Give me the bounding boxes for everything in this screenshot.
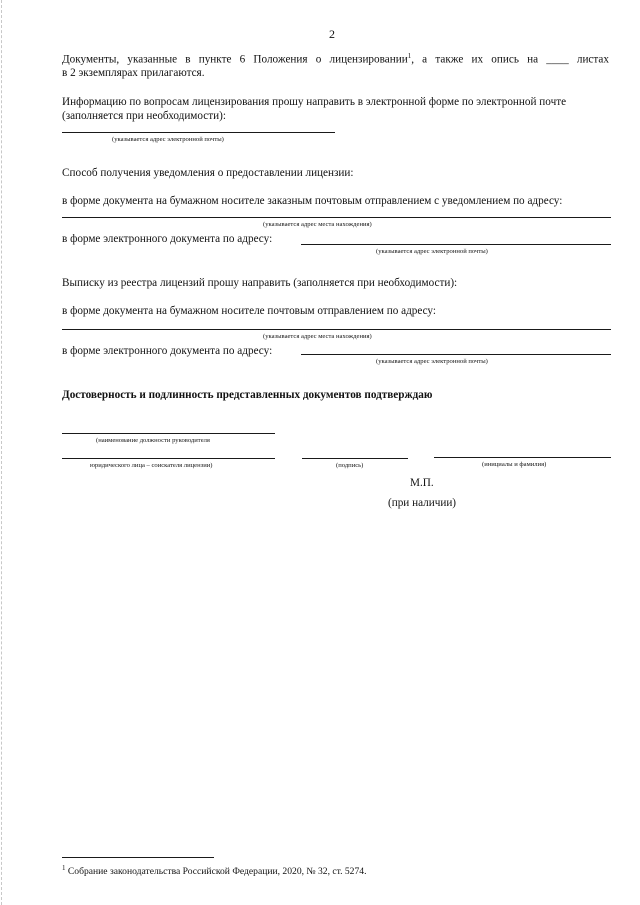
position-line-2[interactable] (62, 458, 275, 459)
extract-heading: Выписку из реестра лицензий прошу направить (заполняется при необходимости): (62, 277, 458, 289)
name-line[interactable] (434, 457, 611, 458)
position-caption-1: (наименование должности руководителя (96, 437, 210, 444)
notification-heading: Способ получения уведомления о предоставлении лицензии: (62, 167, 354, 179)
email-caption: (указывается адрес электронной почты) (112, 136, 224, 143)
documents-paragraph-line2: в 2 экземплярах прилагаются. (62, 67, 205, 79)
footnote (62, 864, 366, 877)
footnote-separator (62, 857, 214, 858)
notification-paper-option: в форме документа на бумажном носителе заказным почтовым отправлением с уведомлением по адресу: (62, 195, 563, 207)
documents-paragraph-line1 (62, 52, 609, 66)
extract-email-line[interactable] (301, 354, 611, 355)
footnote-text: Собрание законодательства Российской Федерации, 2020, № 32, ст. 5274. (67, 866, 367, 878)
position-caption-2: юридического лица – соискателя лицензии) (90, 462, 213, 469)
notification-electronic-option: в форме электронного документа по адресу: (62, 233, 273, 245)
notification-email-line[interactable] (301, 244, 611, 245)
extract-address-line[interactable] (62, 329, 611, 330)
location-caption: (указывается адрес места нахождения) (263, 333, 372, 340)
authenticity-confirmation: Достоверность и подлинность представленных документов подтверждаю (62, 389, 433, 401)
info-request-line1: Информацию по вопросам лицензирования прошу направить в электронной форме по электронной почте (62, 96, 567, 108)
footnote-marker: 1 (62, 864, 66, 872)
stamp-note: (при наличии) (388, 497, 457, 509)
page-number: 2 (329, 27, 335, 41)
position-line[interactable] (62, 433, 275, 434)
location-caption: (указывается адрес места нахождения) (263, 221, 372, 228)
name-caption: (инициалы и фамилия) (482, 461, 547, 468)
info-request-line2: (заполняется при необходимости): (62, 110, 226, 122)
extract-paper-option: в форме документа на бумажном носителе почтовым отправлением по адресу: (62, 305, 436, 317)
page-edge (1, 0, 2, 905)
footnote-ref: 1 (407, 52, 412, 60)
documents-text-part1: Документы, указанные в пункте 6 Положения о лицензировании (62, 53, 408, 66)
signature-line[interactable] (302, 458, 408, 459)
notification-address-line[interactable] (62, 217, 611, 218)
stamp-label: М.П. (410, 477, 434, 489)
email-field-line[interactable] (62, 132, 335, 133)
extract-electronic-option: в форме электронного документа по адресу: (62, 345, 273, 357)
email-caption: (указывается адрес электронной почты) (376, 358, 488, 365)
signature-caption: (подпись) (336, 462, 364, 469)
documents-text-part2: , а также их опись на ____ листах (411, 53, 609, 66)
email-caption: (указывается адрес электронной почты) (376, 248, 488, 255)
